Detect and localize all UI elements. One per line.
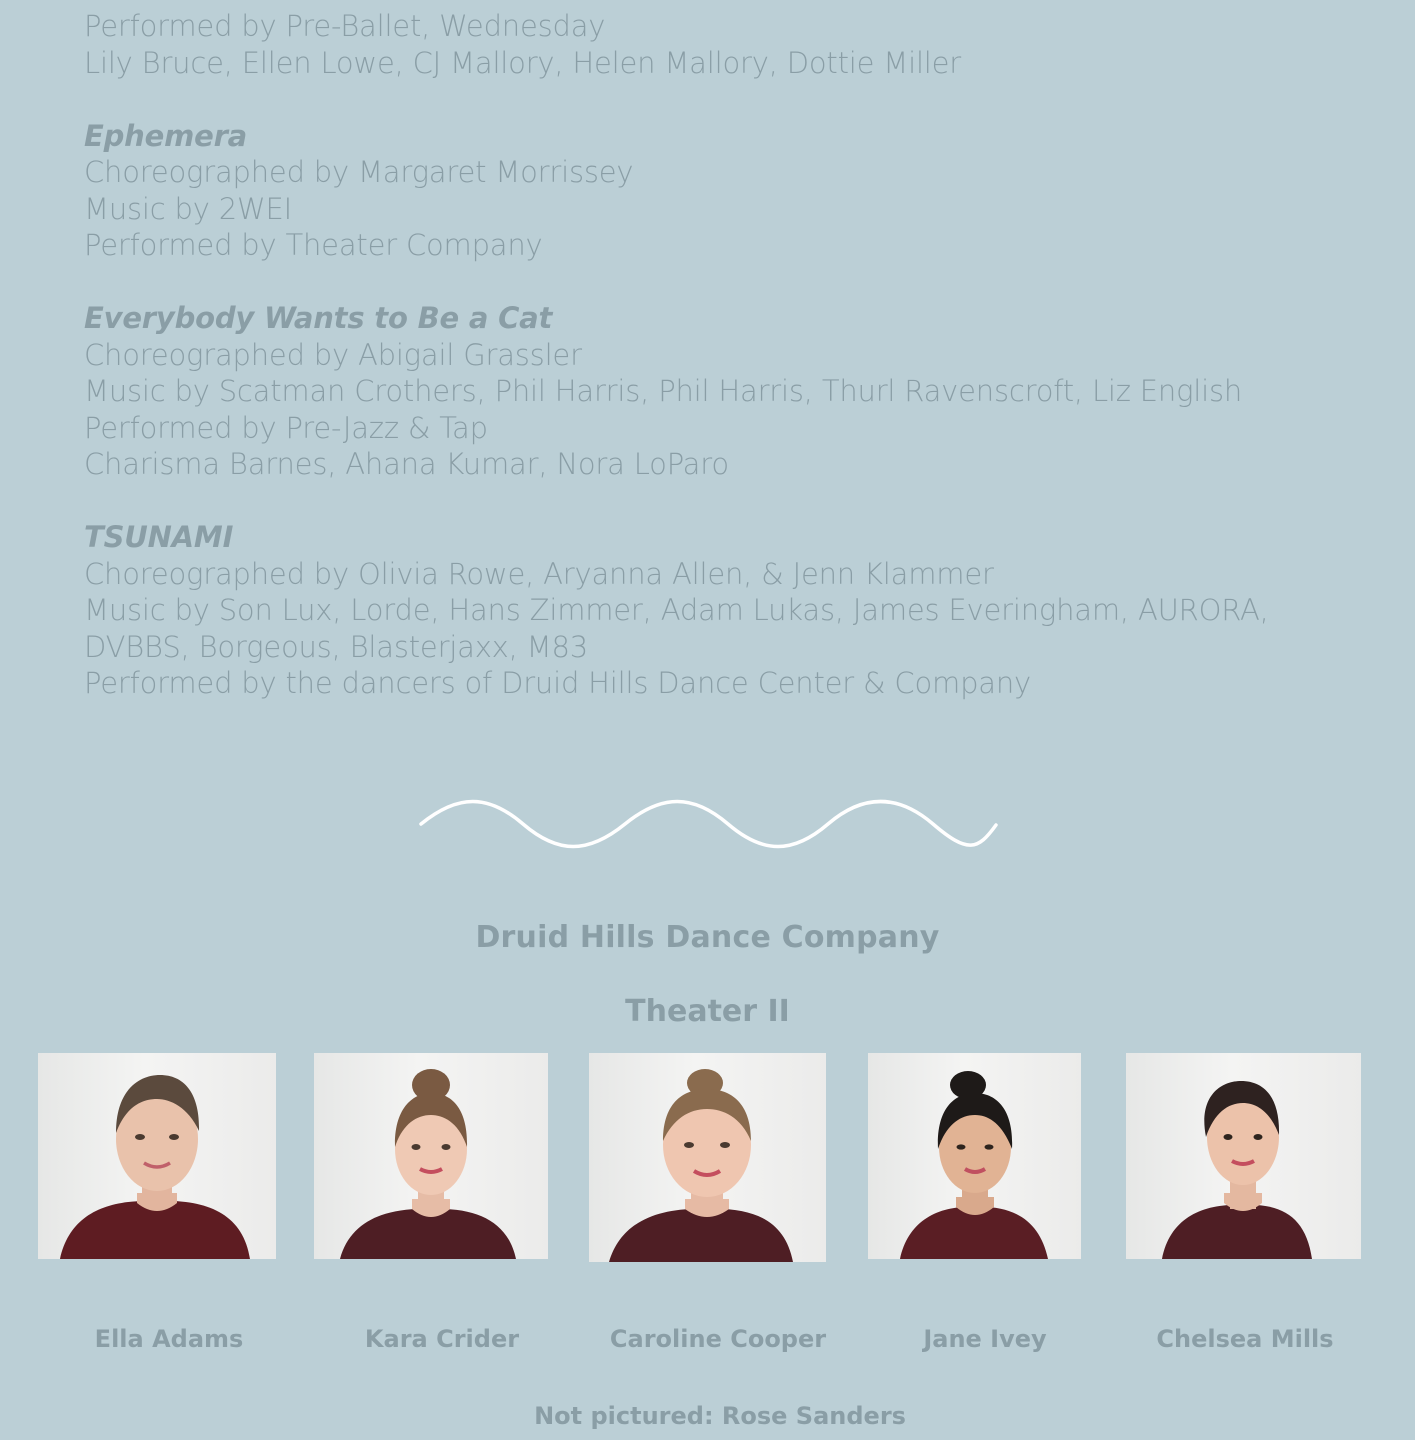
piece-title-everybody-wants-to-be-a-cat: Everybody Wants to Be a Cat <box>84 301 553 335</box>
piece-line: Choreographed by Margaret Morrissey <box>84 155 634 189</box>
piece-line: Performed by Pre-Jazz & Tap <box>84 410 488 445</box>
piece-line: Music by Son Lux, Lorde, Hans Zimmer, Adam Lukas, James Everingham, AURORA, <box>84 593 1269 627</box>
dancer-name: Caroline Cooper <box>609 1325 827 1353</box>
dancer-name: Ella Adams <box>94 1325 244 1353</box>
company-title: Druid Hills Dance Company <box>475 920 940 955</box>
intro-dancers: Lily Bruce, Ellen Lowe, CJ Mallory, Helen Mallory, Dottie Miller <box>84 45 962 80</box>
group-title: Theater II <box>625 994 790 1029</box>
piece-title-tsunami: TSUNAMI <box>84 520 234 554</box>
piece-line: Charisma Barnes, Ahana Kumar, Nora LoParo <box>84 447 729 481</box>
dancer-name: Kara Crider <box>364 1325 520 1353</box>
wave-divider <box>418 798 1000 854</box>
piece-line: Choreographed by Abigail Grassler <box>84 337 582 372</box>
program-listing <box>84 8 1344 702</box>
dancer-photo-jane-ivey <box>868 1053 1081 1259</box>
dancer-name: Jane Ivey <box>923 1325 1047 1353</box>
piece-line: Music by Scatman Crothers, Phil Harris, Phil Harris, Thurl Ravenscroft, Liz English <box>84 374 1243 408</box>
dancer-photo-chelsea-mills <box>1126 1053 1361 1259</box>
piece-line: Performed by the dancers of Druid Hills Dance Center & Company <box>84 666 1031 700</box>
piece-line: Performed by Theater Company <box>84 228 543 262</box>
intro-performed-by: Performed by Pre-Ballet, Wednesday <box>84 9 606 43</box>
piece-line: Choreographed by Olivia Rowe, Aryanna Allen, & Jenn Klammer <box>84 556 994 591</box>
piece-title-ephemera: Ephemera <box>84 118 248 153</box>
not-pictured-note: Not pictured: Rose Sanders <box>534 1402 906 1430</box>
dancer-photo-ella-adams <box>38 1053 276 1259</box>
dancer-photo-caroline-cooper <box>589 1053 826 1262</box>
piece-line: DVBBS, Borgeous, Blasterjaxx, M83 <box>84 629 589 664</box>
dancer-photo-kara-crider <box>314 1053 548 1259</box>
dancer-name: Chelsea Mills <box>1156 1325 1334 1353</box>
piece-line: Music by 2WEI <box>84 191 292 226</box>
